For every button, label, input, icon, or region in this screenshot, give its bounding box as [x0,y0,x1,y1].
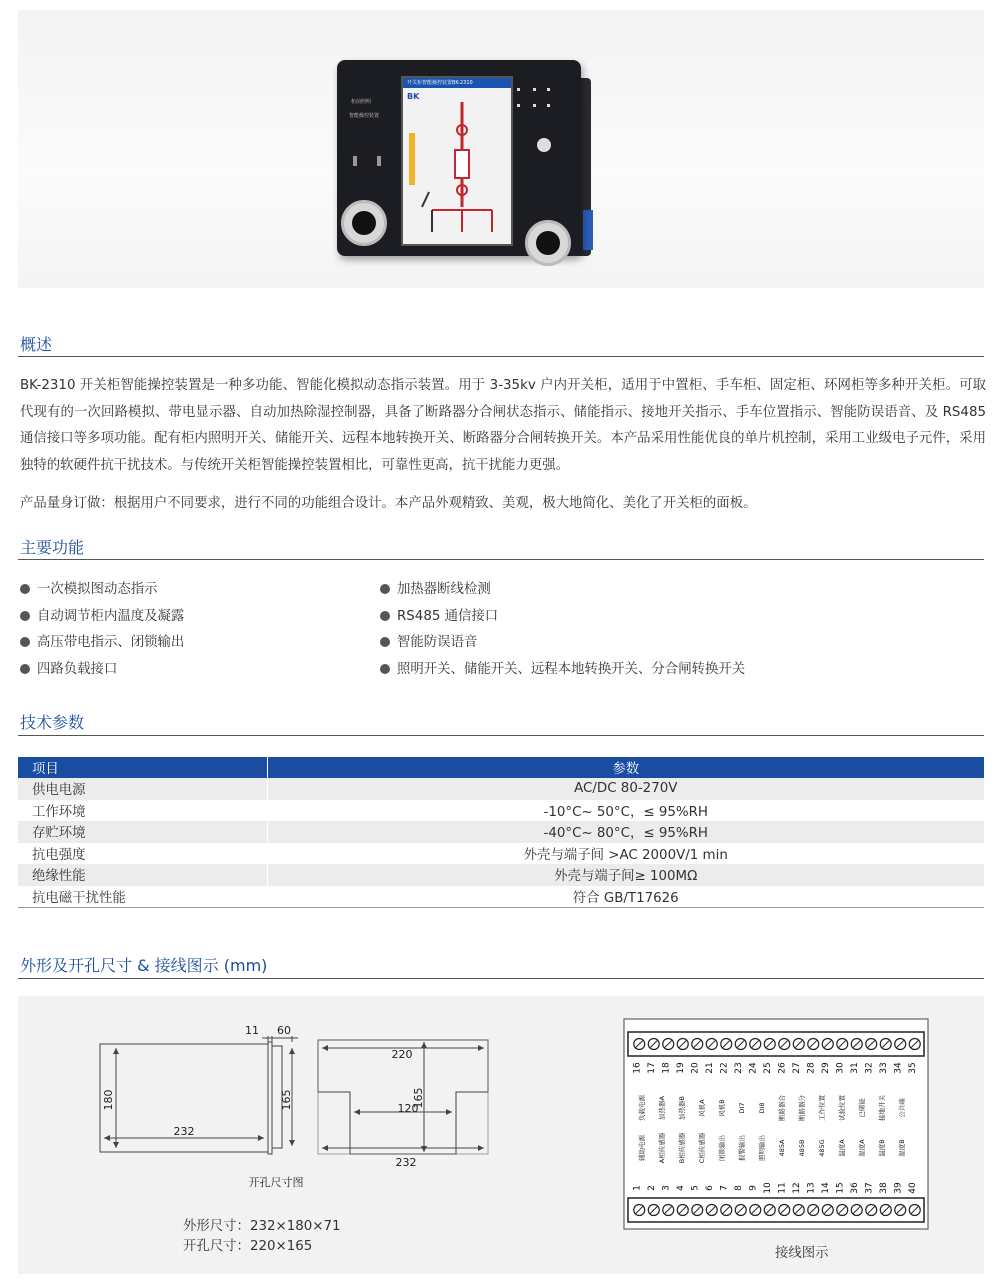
table-header-cell: 参数 [267,757,984,778]
section-divider [18,356,984,357]
screen-brand-logo: BK [407,92,420,101]
table-cell: 外壳与端子间≥ 100MΩ [267,864,984,886]
function-item: 智能防误语音 [380,631,477,650]
table-row [18,821,984,843]
section-title-overview: 概述 [20,335,53,354]
function-item: 自动调节柜内温度及凝露 [20,605,184,624]
terminal-number: 21 [704,1062,715,1074]
function-item: 高压带电指示、闭锁输出 [20,631,184,650]
side-dim-a-label: 11 [245,1024,259,1037]
terminal-label: 闭锁输出 [718,1135,726,1161]
overview-paragraph-2: 产品量身订做：根据用户不同要求，进行不同的功能组合设计。本产品外观精致、美观，极大地简化、美化了开关柜的面板。 [20,496,757,511]
terminal-number: 10 [762,1182,773,1194]
terminal-number: 8 [733,1185,744,1191]
terminal-number: 18 [661,1062,672,1074]
table-cell: 外壳与端子间 >AC 2000V/1 min [267,843,984,865]
front-width-label: 232 [173,1125,195,1138]
terminal-number: 22 [719,1062,730,1074]
section-title-functions: 主要功能 [20,538,85,557]
terminal-number: 35 [907,1062,918,1074]
section-divider [18,735,984,736]
temperature-bar [409,133,415,185]
terminal-number: 15 [835,1182,846,1194]
terminal-number: 24 [748,1062,759,1074]
terminal-label: 已储能 [858,1098,866,1118]
device-button-icon [537,138,551,152]
rear-mid-label: 120 [397,1102,419,1115]
terminal-number: 4 [675,1185,686,1191]
terminal-label: C相传感器 [698,1132,706,1164]
terminal-number: 13 [806,1182,817,1194]
terminal-label: 温度A [838,1139,846,1157]
terminal-label: DI7 [738,1102,746,1114]
table-cell: 抗电磁干扰性能 [18,886,267,908]
function-item: 照明开关、储能开关、远程本地转换开关、分合闸转换开关 [380,658,745,677]
product-device-image [337,60,597,272]
section-divider [18,978,984,979]
left-knob-icon [341,200,387,246]
terminal-number: 5 [690,1185,701,1191]
device-left-text-2: 智能操控装置 [349,113,380,119]
table-cell: -10°C~ 50°C，≤ 95%RH [267,800,984,822]
device-indicator [377,156,381,166]
side-height-label: 165 [280,1089,293,1111]
table-cell: -40°C~ 80°C，≤ 95%RH [267,821,984,843]
terminal-label: B相传感器 [678,1132,686,1164]
terminal-label: 试验位置 [838,1095,846,1121]
terminal-label: 负载电源 [638,1095,646,1121]
function-item: RS485 通信接口 [380,605,498,624]
device-connector [583,210,593,250]
terminal-number: 1 [632,1185,643,1191]
terminal-number: 16 [632,1062,643,1074]
function-item: 一次模拟图动态指示 [20,578,158,597]
right-knob-icon [525,220,571,266]
terminal-number: 37 [864,1182,875,1194]
terminal-label: 加热器B [678,1096,686,1120]
terminal-number: 3 [661,1185,672,1191]
bullet-icon [380,664,390,674]
terminal-number: 39 [893,1182,904,1194]
device-body [337,60,581,256]
bullet-icon [380,611,390,621]
specs-table [18,757,984,908]
wiring-diagram-label: 接线图示 [775,1246,829,1261]
rear-bottom-label: 232 [395,1156,417,1169]
rear-height-label: 165 [412,1087,425,1109]
terminal-label: 工作位置 [818,1095,826,1121]
terminal-number: 36 [849,1182,860,1194]
device-screen [401,76,513,246]
function-item: 加热器断线检测 [380,578,491,597]
terminal-label: DI8 [758,1102,766,1114]
table-cell: AC/DC 80-270V [267,778,984,800]
terminal-label: 风机B [718,1099,726,1117]
bullet-icon [20,664,30,674]
table-row [18,778,984,800]
table-header-row [18,757,984,778]
table-cell: 符合 GB/T17626 [267,886,984,908]
device-led-group [517,88,557,128]
table-row [18,864,984,886]
terminal-number: 33 [878,1062,889,1074]
overview-paragraph-1: BK-2310 开关柜智能操控装置是一种多功能、智能化模拟动态指示装置。用于 3-35kv 户内开关柜，适用于中置柜、手车柜、固定柜、环网柜等多种开关柜。可取代现有的一次回路模拟、带电显示器、自动加热除湿控制器，具备了断路器分合闸状态指示、储能指示、接地开关指示、手车位置指示、智能防误语音、及 RS485 通信接口等多项功能。配有柜内照明开关、储能开关、远程本地转换开关、断路器分合闸转换开关。本产品采用性能优良的单片机控制，采用工业级电子元件，采用独特的软硬件抗干扰技术。与传统开关柜智能操控装置相比，可靠性更高，抗干扰能力更强。 [20,378,986,473]
terminal-number: 26 [777,1062,788,1074]
screen-title: 开关柜智能操控装置BK-2310 [407,80,473,86]
section-divider [18,559,984,560]
terminal-number: 25 [762,1062,773,1074]
terminal-label: 485A [778,1139,786,1157]
bullet-icon [20,584,30,594]
terminal-number: 23 [733,1062,744,1074]
terminal-label: 接地开关 [878,1095,886,1121]
bullet-icon [380,637,390,647]
side-dim-b-label: 60 [277,1024,291,1037]
terminal-number: 38 [878,1182,889,1194]
table-cell: 绝缘性能 [18,864,267,886]
terminal-number: 6 [704,1185,715,1191]
terminal-label: 断路器分 [798,1095,806,1121]
terminal-number: 32 [864,1062,875,1074]
diagram-panel [18,996,984,1274]
terminal-number: 30 [835,1062,846,1074]
wiring-diagram [614,1016,936,1238]
terminal-number: 31 [849,1062,860,1074]
terminal-label: 辅助电源 [638,1135,646,1161]
table-cell: 抗电强度 [18,843,267,865]
terminal-number: 7 [719,1185,730,1191]
function-item: 四路负载接口 [20,658,117,677]
terminal-number: 34 [893,1062,904,1074]
mimic-diagram-icon [417,102,507,242]
terminal-label: 温度B [878,1139,886,1157]
terminal-label: 公共端 [898,1098,906,1118]
rear-top-label: 220 [391,1048,413,1061]
terminal-label: 485B [798,1139,806,1157]
bullet-icon [20,637,30,647]
terminal-number: 19 [675,1062,686,1074]
terminal-number: 2 [646,1185,657,1191]
section-title-specs: 技术参数 [20,713,85,732]
bullet-icon [20,611,30,621]
table-row [18,886,984,908]
outline-size-text: 外形尺寸：232×180×71 [183,1219,341,1234]
terminal-label: 断路器合 [778,1095,786,1121]
terminal-label: A相传感器 [658,1132,666,1164]
device-indicator [353,156,357,166]
table-row [18,843,984,865]
table-header-cell: 项目 [18,757,267,778]
table-cell: 存贮环境 [18,821,267,843]
terminal-number: 12 [791,1182,802,1194]
terminal-label: 湿度B [898,1139,906,1157]
terminal-label: 湿度A [858,1139,866,1157]
terminal-number: 17 [646,1062,657,1074]
terminal-number: 11 [777,1182,788,1194]
terminal-number: 28 [806,1062,817,1074]
cutout-size-text: 开孔尺寸：220×165 [183,1239,313,1254]
terminal-number: 27 [791,1062,802,1074]
front-height-label: 180 [102,1089,115,1111]
terminal-number: 40 [907,1182,918,1194]
terminal-label: 加热器A [658,1096,666,1120]
terminal-number: 29 [820,1062,831,1074]
device-left-text-1: 柜前照明 [351,99,372,105]
terminal-number: 20 [690,1062,701,1074]
terminal-number: 14 [820,1182,831,1194]
terminal-label: 风机A [698,1099,706,1117]
cutout-drawing-label: 开孔尺寸图 [248,1176,304,1189]
bullet-icon [380,584,390,594]
section-title-dimensions: 外形及开孔尺寸 & 接线图示 (mm) [20,956,268,975]
table-row [18,800,984,822]
terminal-label: 485G [818,1139,826,1157]
table-cell: 工作环境 [18,800,267,822]
table-cell: 供电电源 [18,778,267,800]
terminal-number: 9 [748,1185,759,1191]
terminal-label: 报警输出 [738,1135,746,1161]
terminal-label: 照明输出 [758,1135,766,1161]
